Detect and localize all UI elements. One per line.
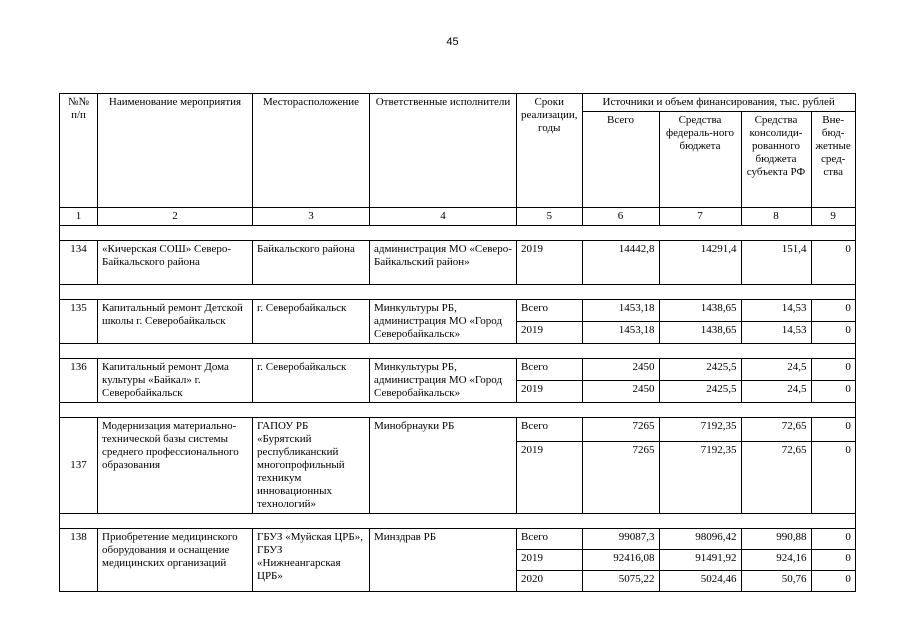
column-number: 7 [659,208,741,226]
federal-cell: 1438,65 [659,300,741,322]
federal-cell: 5024,46 [659,571,741,592]
row-number: 136 [60,359,98,403]
offbudget-cell: 0 [811,441,855,513]
federal-cell: 14291,4 [659,241,741,285]
regional-cell: 24,5 [741,359,811,381]
offbudget-cell: 0 [811,359,855,381]
header-regional: Средства консолиди-рованного бюджета субъекта РФ [741,112,811,208]
table-row [60,241,856,285]
table-header [60,94,856,226]
offbudget-cell: 0 [811,529,855,550]
table-row [60,300,856,322]
regional-cell: 24,5 [741,381,811,403]
responsible-cell: Минкультуры РБ, администрация МО «Город Северобайкальск» [370,300,517,344]
regional-cell: 50,76 [741,571,811,592]
federal-cell: 2425,5 [659,381,741,403]
period-cell: 2019 [517,441,583,513]
location-cell: ГАПОУ РБ «Бурятский республиканский многопрофильный техникум инновационных технологий» [253,418,370,514]
total-cell: 1453,18 [582,300,659,322]
column-number: 9 [811,208,855,226]
measure-name: Капитальный ремонт Дома культуры «Байкал» г. Северобайкальск [98,359,253,403]
responsible-cell: администрация МО «Северо-Байкальский район» [370,241,517,285]
federal-cell: 7192,35 [659,441,741,513]
total-cell: 14442,8 [582,241,659,285]
measure-name: Приобретение медицинского оборудования и оснащение медицинских организаций [98,529,253,592]
total-cell: 92416,08 [582,550,659,571]
column-number: 8 [741,208,811,226]
period-cell: 2020 [517,571,583,592]
column-number: 6 [582,208,659,226]
location-cell: ГБУЗ «Муйская ЦРБ», ГБУЗ «Нижнеангарская ЦРБ» [253,529,370,592]
row-number: 134 [60,241,98,285]
regional-cell: 72,65 [741,441,811,513]
header-federal: Средства федераль-ного бюджета [659,112,741,208]
row-number: 137 [60,418,98,514]
column-number: 2 [98,208,253,226]
header-total: Всего [582,112,659,208]
offbudget-cell: 0 [811,381,855,403]
header-num: №№ п/п [60,94,98,208]
column-number: 3 [253,208,370,226]
offbudget-cell: 0 [811,322,855,344]
measure-name: Капитальный ремонт Детской школы г. Северобайкальск [98,300,253,344]
header-name: Наименование мероприятия [98,94,253,208]
responsible-cell: Минкультуры РБ, администрация МО «Город Северобайкальск» [370,359,517,403]
regional-cell: 14,53 [741,322,811,344]
column-number: 1 [60,208,98,226]
period-cell: 2019 [517,550,583,571]
regional-cell: 14,53 [741,300,811,322]
row-spacer [60,514,856,529]
location-cell: г. Северобайкальск [253,300,370,344]
offbudget-cell: 0 [811,418,855,442]
period-cell: Всего [517,300,583,322]
row-spacer [60,226,856,241]
federal-cell: 2425,5 [659,359,741,381]
header-terms: Сроки реализации, годы [517,94,583,208]
total-cell: 2450 [582,359,659,381]
federal-cell: 7192,35 [659,418,741,442]
total-cell: 99087,3 [582,529,659,550]
total-cell: 2450 [582,381,659,403]
measure-name: Модернизация материально-технической базы системы среднего профессионального образования [98,418,253,514]
offbudget-cell: 0 [811,241,855,285]
column-numbers-row [60,208,856,226]
table-row [60,529,856,550]
regional-cell: 990,88 [741,529,811,550]
table-row [60,418,856,442]
row-spacer [60,285,856,300]
regional-cell: 924,16 [741,550,811,571]
period-cell: Всего [517,359,583,381]
regional-cell: 151,4 [741,241,811,285]
federal-cell: 1438,65 [659,322,741,344]
funding-table [59,93,856,592]
total-cell: 7265 [582,441,659,513]
total-cell: 1453,18 [582,322,659,344]
period-cell: 2019 [517,381,583,403]
offbudget-cell: 0 [811,550,855,571]
header-location: Месторасположение [253,94,370,208]
column-number: 4 [370,208,517,226]
table-row [60,359,856,381]
regional-cell: 72,65 [741,418,811,442]
header-responsible: Ответственные исполнители [370,94,517,208]
period-cell: 2019 [517,241,583,285]
period-cell: 2019 [517,322,583,344]
responsible-cell: Минобрнауки РБ [370,418,517,514]
measure-name: «Кичерская СОШ» Северо-Байкальского района [98,241,253,285]
table-body [60,226,856,592]
header-funding: Источники и объем финансирования, тыс. рублей [582,94,855,112]
total-cell: 7265 [582,418,659,442]
page-number: 45 [446,36,459,48]
row-number: 138 [60,529,98,592]
total-cell: 5075,22 [582,571,659,592]
period-cell: Всего [517,418,583,442]
offbudget-cell: 0 [811,571,855,592]
column-number: 5 [517,208,583,226]
location-cell: Байкальского района [253,241,370,285]
federal-cell: 91491,92 [659,550,741,571]
federal-cell: 98096,42 [659,529,741,550]
responsible-cell: Минздрав РБ [370,529,517,592]
header-offbudget: Вне-бюд-жетные сред-ства [811,112,855,208]
row-spacer [60,403,856,418]
period-cell: Всего [517,529,583,550]
row-spacer [60,344,856,359]
offbudget-cell: 0 [811,300,855,322]
row-number: 135 [60,300,98,344]
location-cell: г. Северобайкальск [253,359,370,403]
